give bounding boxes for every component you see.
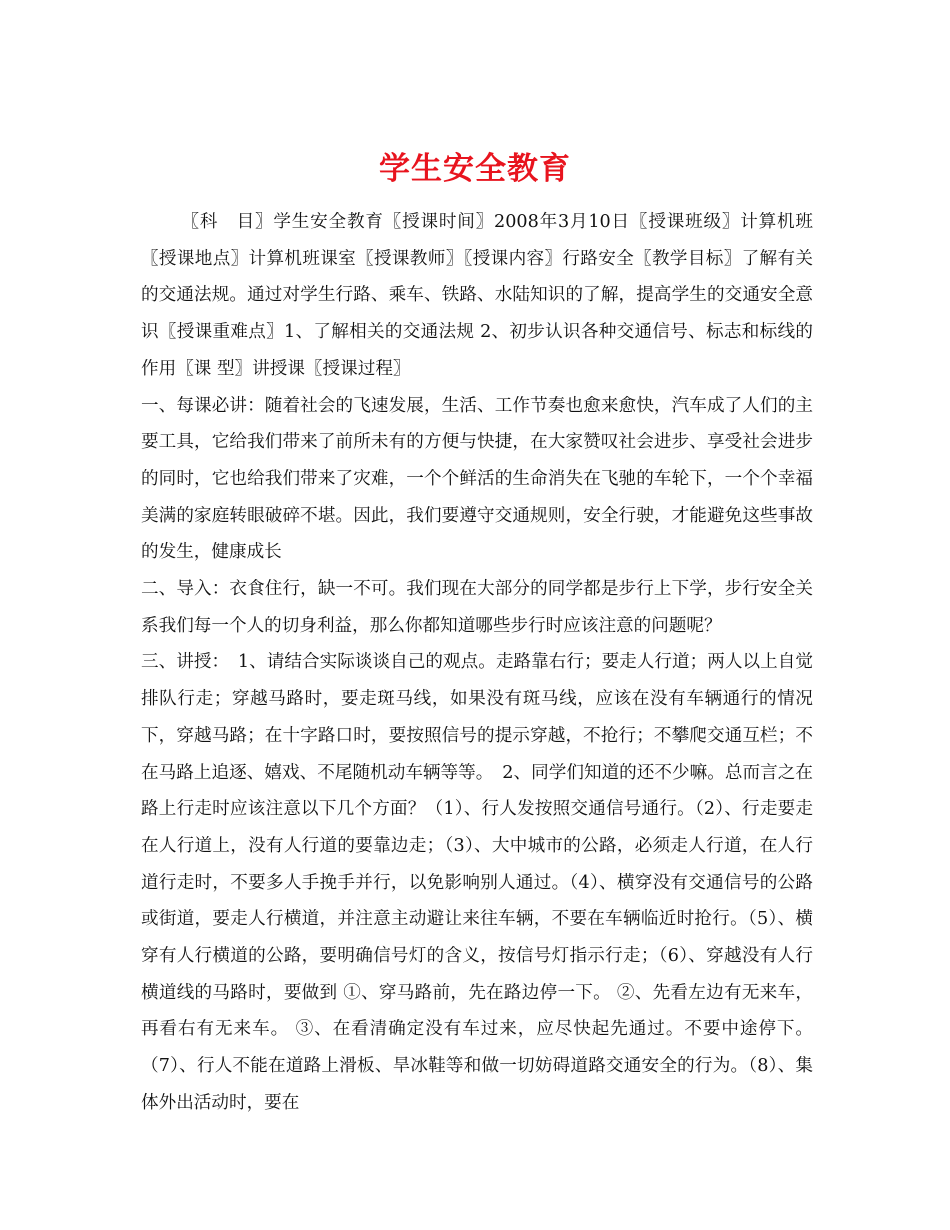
section-three-paragraph: 三、讲授： 1、请结合实际谈谈自己的观点。走路靠右行；要走人行道；两人以上自觉排队行走；穿越马路时，要走斑马线，如果没有斑马线，应该在没有车辆通行的情况下，穿越马路；在十字路口时，要按照信号的提示穿越，不抢行；不攀爬交通互栏；不在马路上追逐、嬉戏、不尾随机动车辆等等。 2、同学们知道的还不少嘛。总而言之在路上行走时应该注意以下几个方面？（1）、行人发按照交通信号通行。（2）、行走要走在人行道上，没有人行道的要靠边走；（3）、大中城市的公路，必须走人行道，在人行道行走时，不要多人手挽手并行，以免影响别人通过。（4）、横穿没有交通信号的公路或街道，要走人行横道，并注意主动避让来往车辆，不要在车辆临近时抢行。（5）、横穿有人行横道的公路，要明确信号灯的含义，按信号灯指示行走；（6）、穿越没有人行横道线的马路时，要做到 ①、穿马路前，先在路边停一下。 ②、先看左边有无来车，再看右有无来车。 ③、在看清确定没有车过来，应尽快起先通过。不要中途停下。（7）、行人不能在道路上滑板、旱冰鞋等和做一切妨碍道路交通安全的行为。（8）、集体外出活动时，要在 xyxy=(141,652,813,1113)
document-body xyxy=(141,204,813,1122)
section-one-paragraph: 一、每课必讲：随着社会的飞速发展，生活、工作节奏也愈来愈快，汽车成了人们的主要工具，它给我们带来了前所未有的方便与快捷，在大家赞叹社会进步、享受社会进步的同时，它也给我们带来了灾难，一个个鲜活的生命消失在飞驰的车轮下，一个个幸福美满的家庭转眼破碎不堪。因此，我们要遵守交通规则，安全行驶，才能避免这些事故的发生，健康成长 xyxy=(141,395,813,563)
lesson-header-paragraph: 〖科 目〗学生安全教育〖授课时间〗2008年3月10日〖授课班级〗计算机班〖授课地点〗计算机班课室〖授课教师〗〖授课内容〗行路安全〖教学目标〗了解有关的交通法规。通过对学生行路、乘车、铁路、水陆知识的了解，提高学生的交通安全意识〖授课重难点〗1、了解相关的交通法规 2、初步认识各种交通信号、标志和标线的作用〖课 型〗讲授课〖授课过程〗 xyxy=(141,212,813,379)
document-title: 学生安全教育 xyxy=(379,150,571,187)
section-two-paragraph: 二、导入：衣食住行，缺一不可。我们现在大部分的同学都是步行上下学，步行安全关系我们每一个人的切身利益，那么你都知道哪些步行时应该注意的问题呢？ xyxy=(141,579,813,636)
